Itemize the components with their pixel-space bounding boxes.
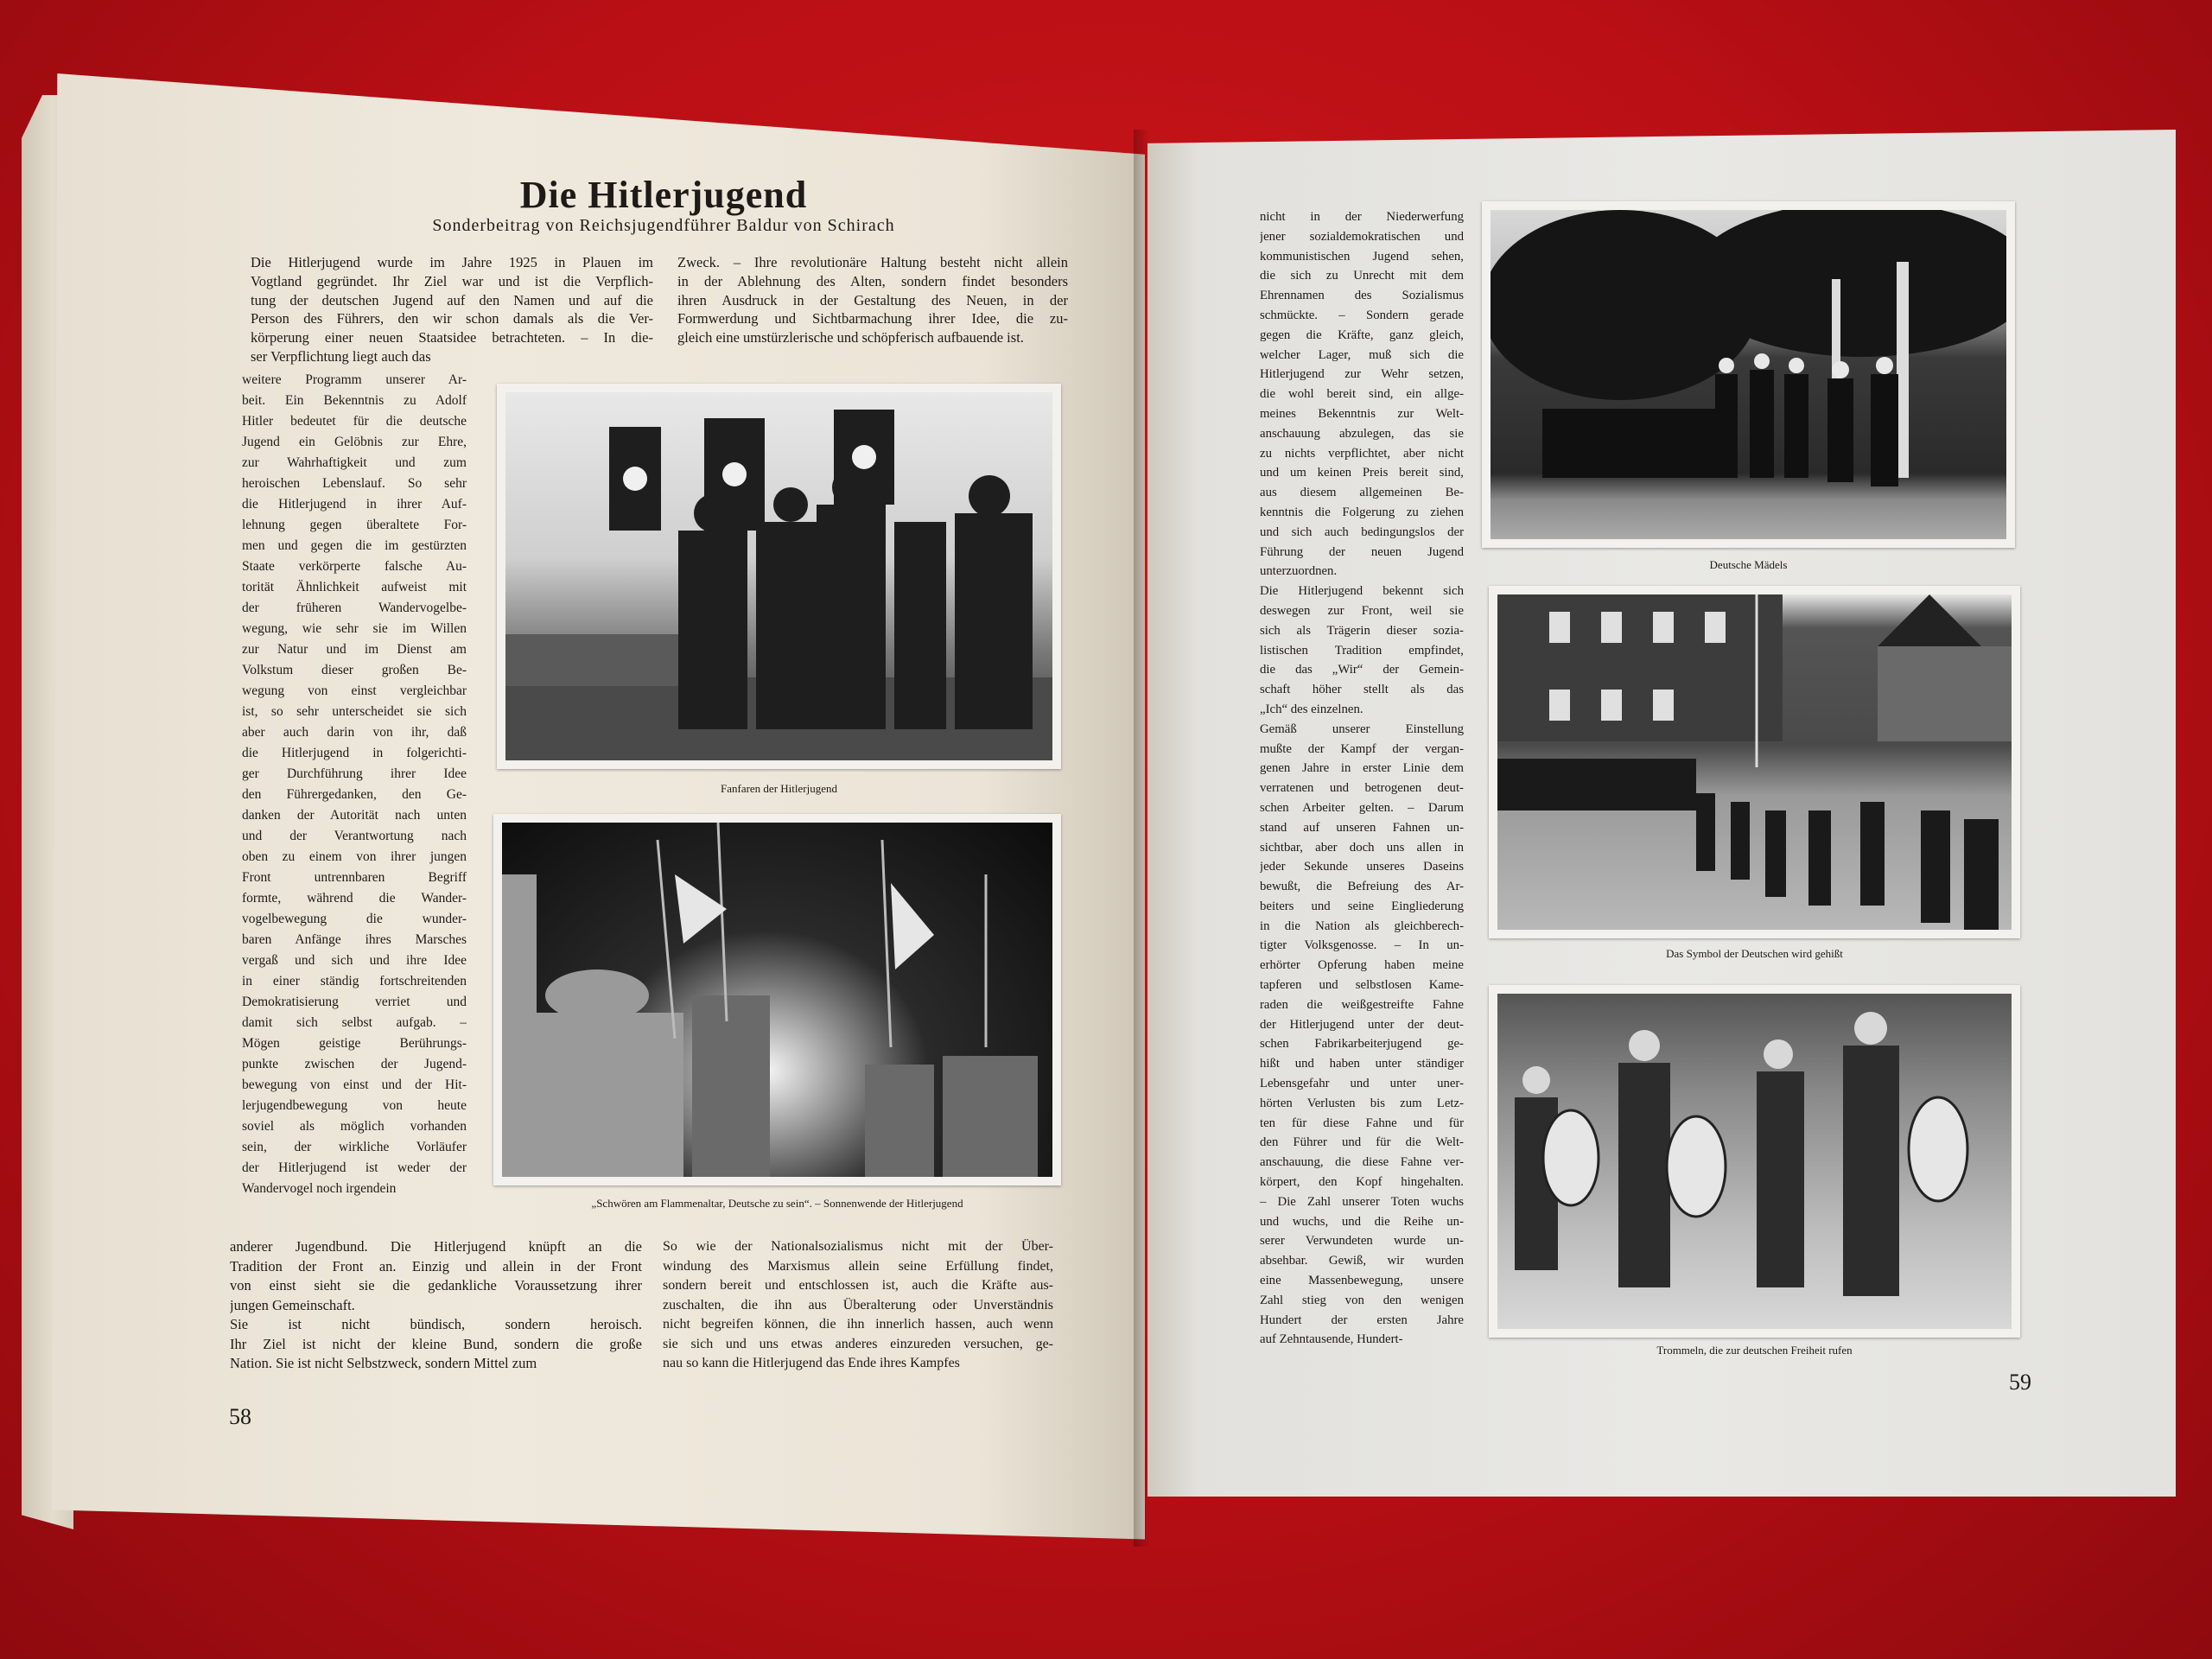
text-line: Mögen geistige Berührungs- (242, 1036, 467, 1051)
text-line: in einer ständig fortschreitenden (242, 974, 467, 988)
text-line: eine Massenbewegung, unsere (1260, 1274, 1464, 1288)
text-line: anschauung abzulegen, das sie (1260, 426, 1464, 441)
text-line: Formwerdung und Sichtbarmachung ihrer Idee, die zu- (677, 310, 1068, 327)
text-line: Front untrennbaren Begriff (242, 870, 467, 885)
photo-german-girls (1482, 201, 2015, 548)
text-line: gegen die Kräfte, ganz gleich, (1260, 327, 1464, 342)
text-line: – Die Zahl unserer Toten wuchs (1260, 1194, 1464, 1209)
text-line: absehbar. Gewiß, wir wurden (1260, 1254, 1464, 1268)
text-line: weitere Programm unserer Ar- (242, 372, 467, 387)
text-line: schaft höher stellt als das (1260, 683, 1464, 697)
text-column-top-left (251, 253, 653, 366)
photo-drummers-scene (1497, 994, 2012, 1329)
caption-flag-hoisting: Das Symbol der Deutschen wird gehißt (1666, 947, 1843, 960)
text-line: raden die weißgestreifte Fahne (1260, 997, 1464, 1012)
text-line: jener sozialdemokratischen und (1260, 229, 1464, 244)
book-gutter (1134, 130, 1160, 1547)
article-subtitle: Sonderbeitrag von Reichsjugendführer Baldur von Schirach (432, 216, 895, 235)
text-line: und der Verantwortung nach (242, 829, 467, 843)
text-line: gleich eine umstürzlerische und schöpferisch aufbauende ist. (677, 329, 1024, 346)
text-line: men und gegen die im gestürzten (242, 538, 467, 553)
text-line: anschauung, die diese Fahne ver- (1260, 1155, 1464, 1170)
text-line: die das „Wir“ der Gemein- (1260, 663, 1464, 677)
text-line: vergaß und sich und ihre Idee (242, 953, 467, 968)
text-line: beit. Ein Bekenntnis zu Adolf (242, 393, 467, 408)
text-line: vogelbewegung die wunder- (242, 912, 467, 926)
text-line: Staate verkörperte falsche Au- (242, 559, 467, 574)
text-line: schmückte. – Sondern gerade (1260, 308, 1464, 322)
text-line: Nation. Sie ist nicht Selbstzweck, sondern Mittel zum (230, 1355, 537, 1371)
text-line: Jugend ein Gelöbnis zur Ehre, (242, 435, 467, 449)
text-line: formte, während die Wander- (242, 891, 467, 906)
text-line: Ehrennamen des Sozialismus (1260, 289, 1464, 303)
text-line: Zahl stieg von den wenigen (1260, 1293, 1464, 1307)
text-line: Die Hitlerjugend wurde im Jahre 1925 in Plauen im (251, 254, 653, 270)
text-line: der früheren Wandervogelbe- (242, 601, 467, 615)
text-line: körpert, den Kopf hingehalten. (1260, 1175, 1464, 1190)
text-line: So wie der Nationalsozialismus nicht mit der Über- (663, 1239, 1053, 1254)
text-line: den Führergedanken, den Ge- (242, 787, 467, 802)
text-line: lehnung gegen überaltete For- (242, 518, 467, 532)
text-line: sich als Trägerin dieser sozia- (1260, 623, 1464, 638)
text-column-right-page (1260, 207, 1464, 1350)
text-line: und um keinen Preis bereit sind, (1260, 466, 1464, 480)
text-line: der Hitlerjugend unter der deut- (1260, 1017, 1464, 1032)
text-line: zu nichts verpflichtet, aber nicht (1260, 446, 1464, 461)
text-line: Volkstum dieser großen Be- (242, 663, 467, 677)
text-line: torität Ähnlichkeit aufweist mit (242, 580, 467, 594)
text-line: jungen Gemeinschaft. (230, 1296, 355, 1313)
text-line: schen Fabrikarbeiterjugend ge- (1260, 1037, 1464, 1052)
text-line: ten für diese Fahne und für (1260, 1116, 1464, 1130)
text-line: lerjugendbewegung von heute (242, 1098, 467, 1113)
text-line: und wuchs, und die Reihe un- (1260, 1214, 1464, 1229)
text-line: sie sich und uns etwas anderes einzureden versuchen, ge- (663, 1336, 1053, 1351)
text-line: zur Natur und im Dienst am (242, 642, 467, 657)
text-line: Führung der neuen Jugend (1260, 544, 1464, 559)
text-line: zur Wahrhaftigkeit und zum (242, 455, 467, 470)
text-line: in der Ablehnung des Alten, sondern findet besonders (677, 272, 1068, 289)
text-line: kommunistischen Jugend sehen, (1260, 249, 1464, 264)
caption-drummers: Trommeln, die zur deutschen Freiheit rufen (1656, 1344, 1853, 1357)
text-line: auf Zehntausende, Hundert- (1260, 1332, 1403, 1347)
text-line: nau so kann die Hitlerjugend das Ende ihres Kampfes (663, 1356, 960, 1370)
text-line: „Ich“ des einzelnen. (1260, 702, 1363, 716)
text-line: Lebensgefahr und unter uner- (1260, 1077, 1464, 1091)
caption-german-girls: Deutsche Mädels (1709, 558, 1788, 571)
text-line: danken der Autorität nach unten (242, 808, 467, 823)
text-line: schen Arbeiter gelten. – Darum (1260, 800, 1464, 815)
text-line: mußte der Kampf der vergan- (1260, 741, 1464, 756)
text-line: Hundert der ersten Jahre (1260, 1313, 1464, 1327)
photo-german-girls-scene (1491, 210, 2006, 539)
text-line: listischen Tradition empfindet, (1260, 643, 1464, 658)
text-line: tigter Volksgenosse. – In un- (1260, 938, 1464, 953)
photo-solstice (493, 814, 1061, 1185)
text-line: die wohl bereit sind, ein allge- (1260, 387, 1464, 402)
photo-drummers (1489, 985, 2020, 1338)
text-line: in die Nation als gleichberech- (1260, 918, 1464, 933)
caption-solstice: „Schwören am Flammenaltar, Deutsche zu sein“. – Sonnenwende der Hitlerjugend (591, 1197, 963, 1210)
text-line: die Hitlerjugend in ihrer Auf- (242, 497, 467, 512)
text-line: körperung einer neuen Staatsidee betrachteten. – In die- (251, 329, 653, 346)
photo-flag-hoisting-scene (1497, 594, 2012, 930)
text-line: Die Hitlerjugend bekennt sich (1260, 584, 1464, 599)
text-line: kenntnis die Folgerung zu ziehen (1260, 505, 1464, 519)
text-column-top-right (677, 253, 1068, 347)
text-line: sein, der wirkliche Vorläufer (242, 1140, 467, 1154)
text-line: ser Verpflichtung liegt auch das (251, 347, 431, 365)
text-line: verratenen und betrogenen deut- (1260, 781, 1464, 796)
text-line: hörten Verlusten bis zum Letz- (1260, 1096, 1464, 1110)
text-line: windung des Marxismus allein seine Erfüllung findet, (663, 1258, 1053, 1274)
text-line: ist, so sehr unterscheidet sie sich (242, 704, 467, 719)
text-line: punkte zwischen der Jugend- (242, 1057, 467, 1071)
text-line: bewegung von einst und der Hit- (242, 1077, 467, 1092)
text-line: Gemäß unserer Einstellung (1260, 721, 1464, 736)
caption-fanfares: Fanfaren der Hitlerjugend (720, 782, 837, 795)
text-line: welcher Lager, muß sich die (1260, 347, 1464, 362)
text-line: beiters und seine Eingliederung (1260, 899, 1464, 913)
text-line: nicht in der Niederwerfung (1260, 210, 1464, 224)
text-line: der Hitlerjugend ist weder der (242, 1160, 467, 1175)
text-line: erhörter Opferung haben meine (1260, 958, 1464, 973)
photo-solstice-scene (502, 823, 1052, 1177)
page-number-left: 58 (229, 1404, 251, 1429)
text-line: Hitlerjugend zur Wehr setzen, (1260, 367, 1464, 382)
text-line: wegung von einst vergleichbar (242, 683, 467, 698)
text-line: die sich zu Unrecht mit dem (1260, 269, 1464, 283)
text-line: nicht begreifen können, die ihn innerlich hassen, auch wenn (663, 1317, 1053, 1332)
text-line: die Hitlerjugend in folgerichti- (242, 746, 467, 760)
text-line: wegung, wie sehr sie im Willen (242, 621, 467, 636)
text-line: ihren Ausdruck in der Gestaltung des Neuen, in der (677, 291, 1068, 308)
text-line: oben zu einem von ihrer jungen (242, 849, 467, 864)
article-title: Die Hitlerjugend (519, 174, 808, 216)
text-line: tung der deutschen Jugend auf den Namen und auf die (251, 291, 653, 308)
text-line: Person des Führers, den wir schon damals als die Ver- (251, 310, 653, 327)
text-line: jeder Sekunde unseres Daseins (1260, 860, 1464, 874)
text-line: tapferen und selbstlosen Kame- (1260, 978, 1464, 993)
text-line: sondern bereit und entschlossen ist, auch die Kräfte aus- (663, 1278, 1053, 1293)
text-line: baren Anfänge ihres Marsches (242, 932, 467, 947)
text-line: Wandervogel noch irgendein (242, 1181, 397, 1196)
text-line: aber auch darin von ihr, daß (242, 725, 467, 740)
text-line: anderer Jugendbund. Die Hitlerjugend knüpft an die (230, 1238, 642, 1255)
text-line: genen Jahre in erster Linie dem (1260, 761, 1464, 776)
text-line: Demokratisierung verriet und (242, 995, 467, 1009)
photo-fanfares (497, 384, 1061, 769)
text-line: unterzuordnen. (1260, 564, 1338, 579)
text-line: von einst sieht sie die gedankliche Voraussetzung ihrer (230, 1277, 642, 1294)
text-line: serer Verwundeten wurde un- (1260, 1234, 1464, 1249)
text-line: deswegen zur Front, weil sie (1260, 603, 1464, 618)
text-line: sichtbar, aber doch uns allen in (1260, 840, 1464, 855)
photo-fanfares-scene (505, 392, 1052, 760)
photo-flag-hoisting (1489, 586, 2020, 938)
text-line: meines Bekenntnis zur Welt- (1260, 406, 1464, 421)
text-line: stand auf unseren Fahnen un- (1260, 820, 1464, 835)
text-line: hißt und haben unter ständiger (1260, 1057, 1464, 1071)
text-line: Sie ist nicht bündisch, sondern heroisch. (230, 1316, 642, 1332)
text-line: und sich auch bedingungslos der (1260, 524, 1464, 539)
text-line: den Führer und für die Welt- (1260, 1135, 1464, 1150)
text-column-bottom-right (663, 1237, 1053, 1374)
text-column-narrow (242, 370, 467, 1199)
text-line: aus diesem allgemeinen Be- (1260, 486, 1464, 500)
text-line: Hitler bedeutet für die deutsche (242, 414, 467, 429)
text-line: soviel als möglich vorhanden (242, 1119, 467, 1134)
text-column-bottom-left (230, 1237, 642, 1374)
text-line: bewußt, die Befreiung des Ar- (1260, 880, 1464, 894)
text-line: Vogtland gegründet. Ihr Ziel war und ist die Verpflich- (251, 272, 653, 289)
text-line: Ihr Ziel ist nicht der kleine Bund, sondern die große (230, 1335, 642, 1352)
page-number-right: 59 (2009, 1370, 2031, 1395)
text-line: heroischen Lebenslauf. So sehr (242, 476, 467, 491)
text-line: damit sich selbst aufgab. – (242, 1015, 467, 1030)
text-line: Zweck. – Ihre revolutionäre Haltung besteht nicht allein (677, 254, 1068, 270)
text-line: zuschalten, die ihn aus Überalterung oder Unverständnis (663, 1297, 1053, 1313)
text-line: ger Durchführung ihrer Idee (242, 766, 467, 781)
text-line: Tradition der Front an. Einzig und allein in der Front (230, 1257, 642, 1274)
